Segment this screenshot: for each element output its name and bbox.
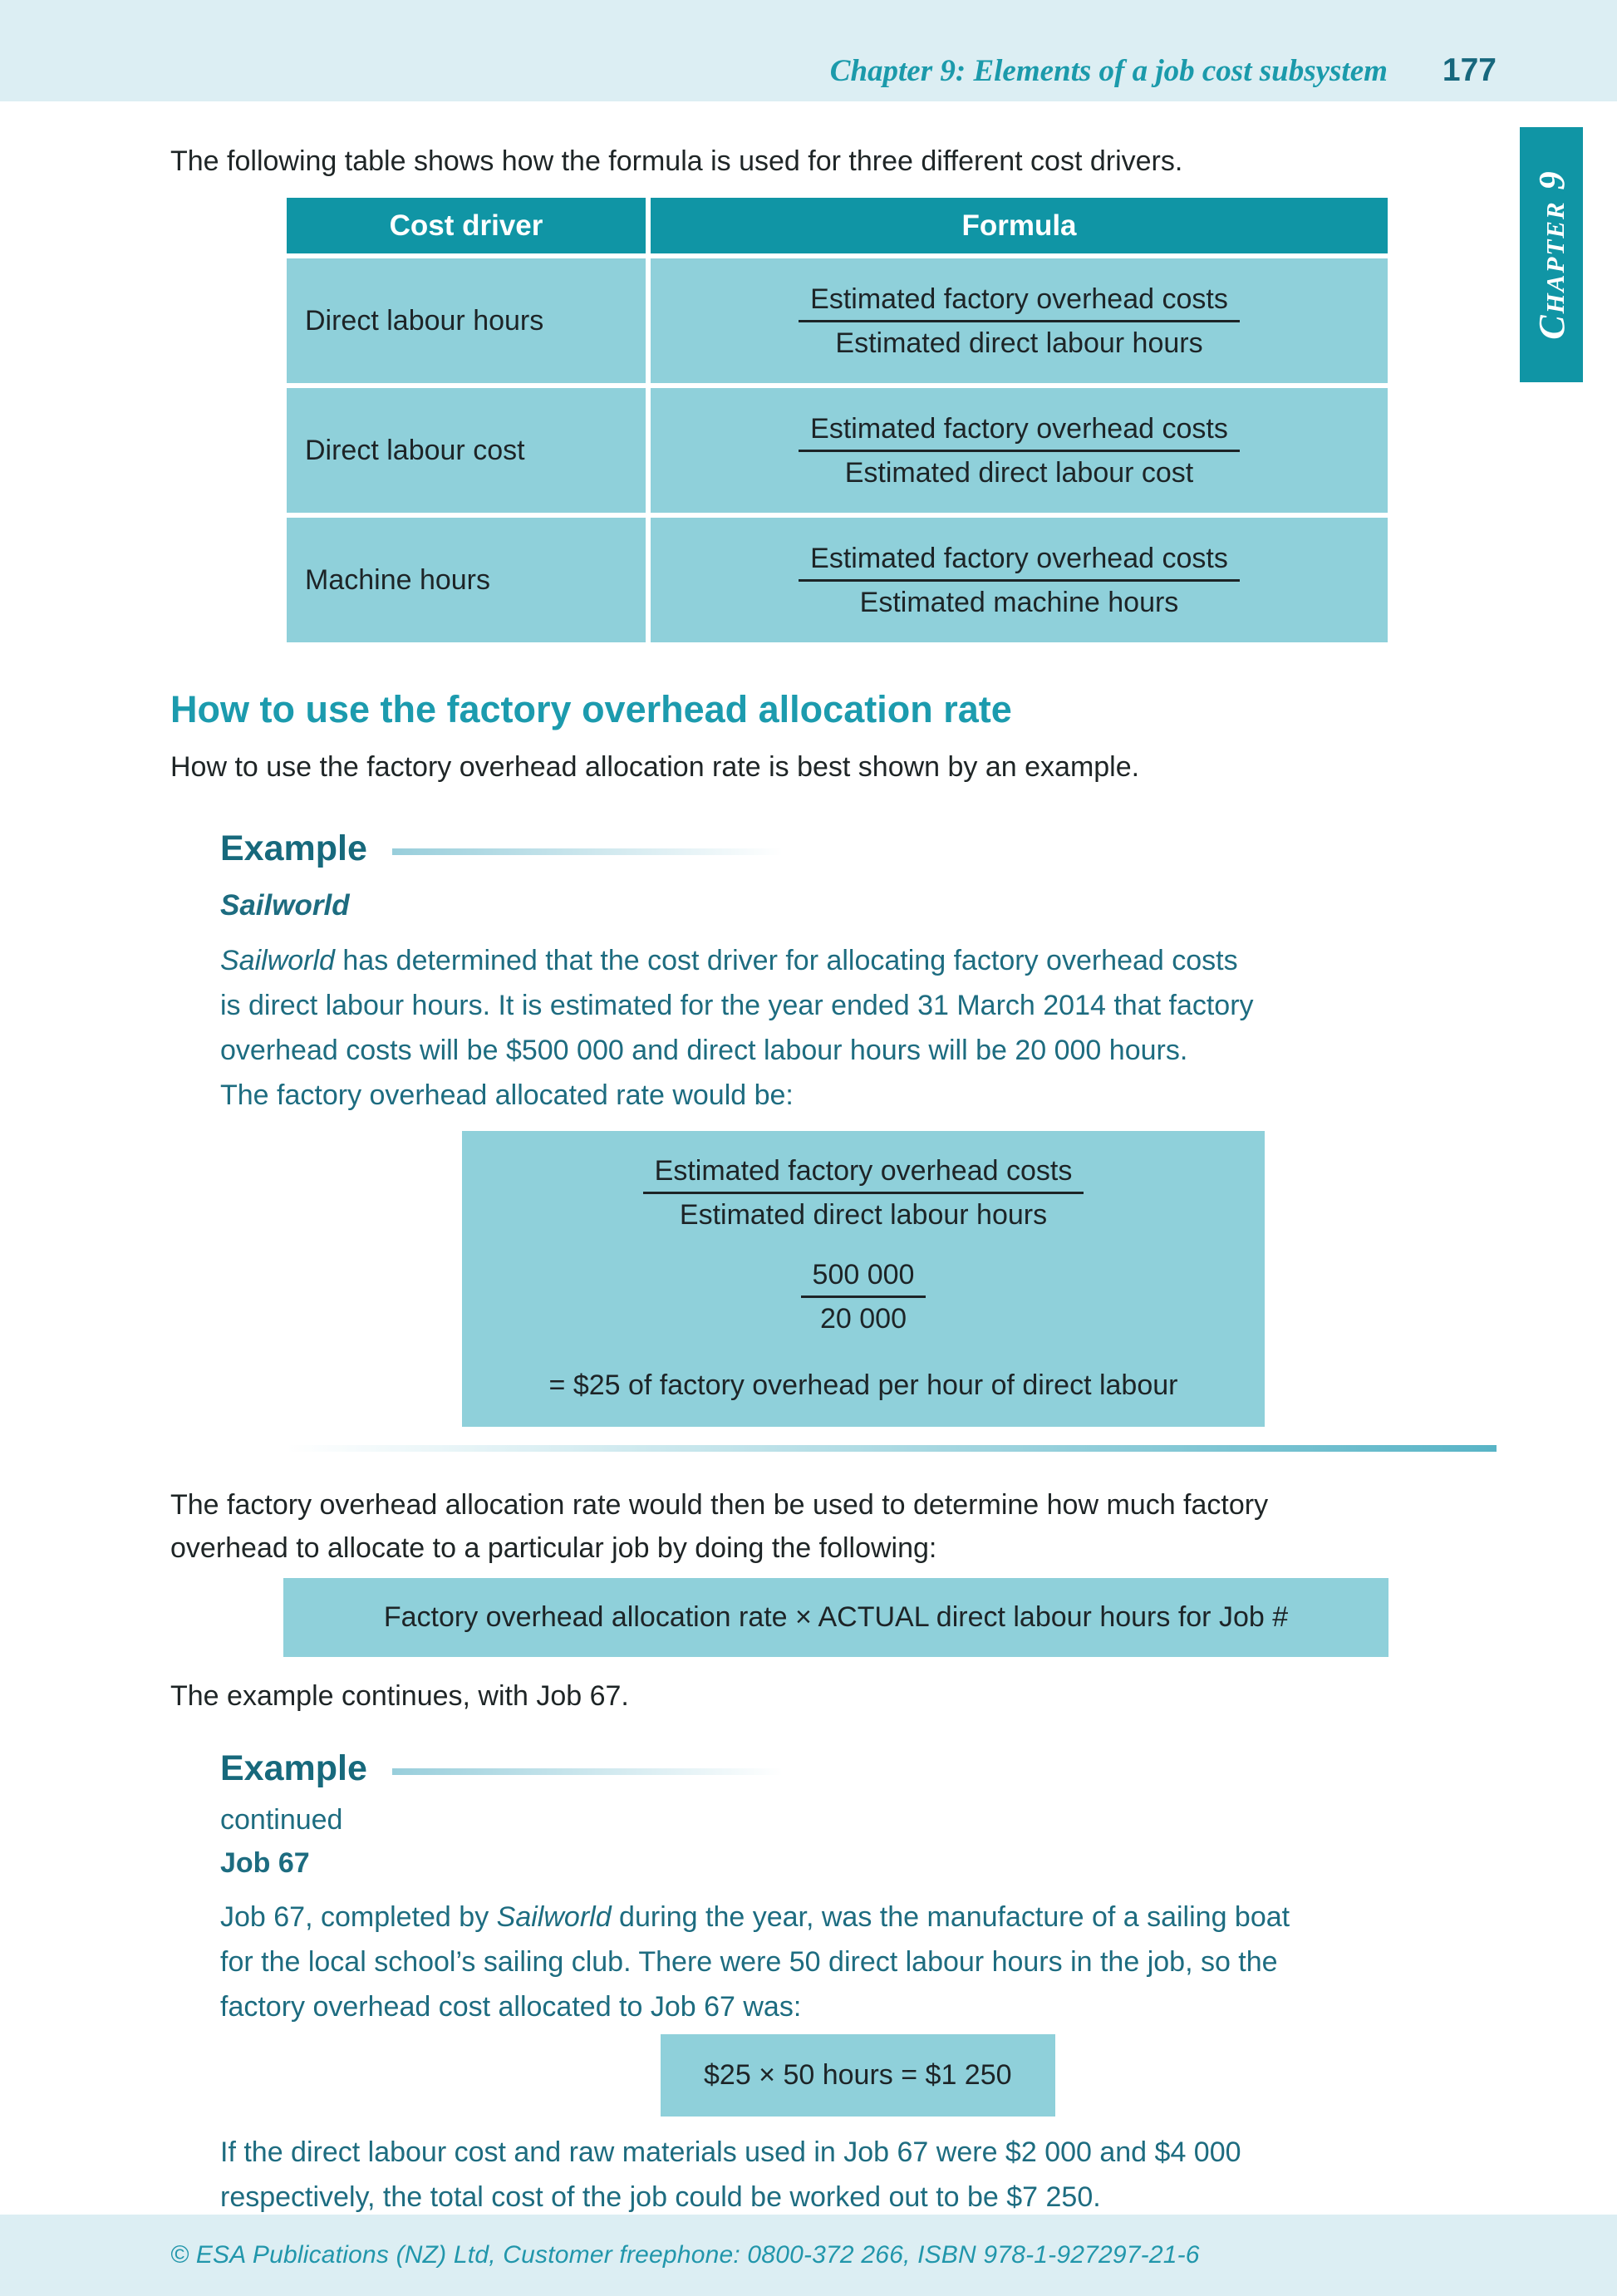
example-block-2 bbox=[220, 1747, 1443, 2220]
example-title: Sailworld bbox=[220, 889, 350, 922]
fraction-denominator: 20 000 bbox=[820, 1303, 907, 1335]
example-heading bbox=[220, 1747, 1443, 1790]
paragraph-line: If the direct labour cost and raw materials used in Job 67 were $2 000 and $4 000 bbox=[220, 2136, 1241, 2168]
table-row-formula bbox=[651, 518, 1388, 642]
paragraph-line: overhead to allocate to a particular job by doing the following: bbox=[170, 1532, 937, 1564]
table-row-driver: Direct labour hours bbox=[287, 258, 646, 383]
imprint-line: © ESA Publications (NZ) Ltd, Customer freephone: 0800-372 266, ISBN 978-1-927297-21-6 bbox=[170, 2241, 1200, 2269]
paragraph-text: has determined that the cost driver for allocating factory overhead costs bbox=[334, 945, 1238, 976]
table-row-formula bbox=[651, 388, 1388, 513]
example-heading bbox=[220, 827, 1443, 870]
page-header-band bbox=[0, 0, 1617, 101]
fraction-numerator: Estimated factory overhead costs bbox=[799, 411, 1240, 452]
example-job-title: Job 67 bbox=[220, 1847, 310, 1879]
chapter-tab-label: Chapter 9 bbox=[1531, 170, 1572, 340]
formula-fraction bbox=[799, 411, 1240, 491]
company-name: Sailworld bbox=[220, 945, 335, 976]
cost-driver-table bbox=[287, 198, 1388, 642]
company-name: Sailworld bbox=[496, 1901, 612, 1933]
example-paragraph bbox=[220, 1895, 1443, 2029]
paragraph-line: is direct labour hours. It is estimated for the year ended 31 March 2014 that factory bbox=[220, 990, 1254, 1021]
table-header-formula: Formula bbox=[651, 198, 1388, 253]
formula-fraction bbox=[799, 540, 1240, 621]
table-row-driver: Machine hours bbox=[287, 518, 646, 642]
fraction-denominator: Estimated direct labour cost bbox=[844, 456, 1194, 489]
paragraph-line bbox=[220, 938, 1443, 983]
fraction-denominator: Estimated machine hours bbox=[859, 586, 1179, 618]
intro-paragraph: The following table shows how the formula is used for three different cost drivers. bbox=[170, 145, 1183, 177]
table-row-formula bbox=[651, 258, 1388, 383]
page-number: 177 bbox=[1442, 52, 1497, 88]
paragraph-line: factory overhead cost allocated to Job 67 was: bbox=[220, 1991, 802, 2023]
paragraph-line: The factory overhead allocated rate would be: bbox=[220, 1079, 794, 1111]
fraction-denominator: Estimated direct labour hours bbox=[835, 327, 1203, 359]
table-row-driver: Direct labour cost bbox=[287, 388, 646, 513]
paragraph-line: The factory overhead allocation rate would then be used to determine how much factory bbox=[170, 1489, 1269, 1521]
example-label: Example bbox=[220, 1748, 367, 1788]
fraction-numerator: 500 000 bbox=[801, 1256, 926, 1298]
allocation-rule-box: Factory overhead allocation rate × ACTUAL direct labour hours for Job # bbox=[283, 1578, 1388, 1657]
example-paragraph bbox=[220, 938, 1443, 1118]
example-end-divider bbox=[287, 1445, 1497, 1452]
formula-fraction bbox=[799, 281, 1240, 361]
page-content bbox=[0, 101, 1617, 2220]
example-paragraph bbox=[220, 2130, 1443, 2220]
continues-paragraph: The example continues, with Job 67. bbox=[170, 1680, 629, 1712]
fraction-denominator: Estimated direct labour hours bbox=[679, 1199, 1048, 1231]
paragraph-line bbox=[220, 1895, 1443, 1940]
page-footer-band bbox=[0, 2215, 1617, 2296]
fraction-numerator: Estimated factory overhead costs bbox=[643, 1153, 1084, 1194]
example-block-1 bbox=[220, 827, 1443, 1427]
numeric-fraction bbox=[801, 1256, 926, 1337]
body-paragraph bbox=[170, 1483, 1443, 1570]
example-rule bbox=[392, 848, 783, 855]
paragraph-text: during the year, was the manufacture of a sailing boat bbox=[611, 1901, 1290, 1933]
example-label: Example bbox=[220, 828, 367, 868]
fraction-numerator: Estimated factory overhead costs bbox=[799, 281, 1240, 322]
section-heading: How to use the factory overhead allocation rate bbox=[170, 688, 1012, 730]
table-header-cost-driver: Cost driver bbox=[287, 198, 646, 253]
fraction-numerator: Estimated factory overhead costs bbox=[799, 540, 1240, 582]
section-paragraph: How to use the factory overhead allocation rate is best shown by an example. bbox=[170, 751, 1140, 783]
running-head: Chapter 9: Elements of a job cost subsystem bbox=[829, 54, 1388, 88]
paragraph-line: for the local school’s sailing club. There were 50 direct labour hours in the job, so the bbox=[220, 1946, 1278, 1978]
allocation-rate-formula-box bbox=[462, 1131, 1265, 1427]
paragraph-line: respectively, the total cost of the job could be worked out to be $7 250. bbox=[220, 2181, 1101, 2213]
paragraph-line: overhead costs will be $500 000 and direct labour hours will be 20 000 hours. bbox=[220, 1035, 1188, 1066]
formula-fraction bbox=[643, 1153, 1084, 1233]
example-continued-label: continued bbox=[220, 1804, 343, 1836]
paragraph-text: Job 67, completed by bbox=[220, 1901, 497, 1933]
formula-result: = $25 of factory overhead per hour of direct labour bbox=[548, 1369, 1178, 1401]
example-rule bbox=[392, 1768, 783, 1775]
calculation-box: $25 × 50 hours = $1 250 bbox=[661, 2034, 1055, 2117]
